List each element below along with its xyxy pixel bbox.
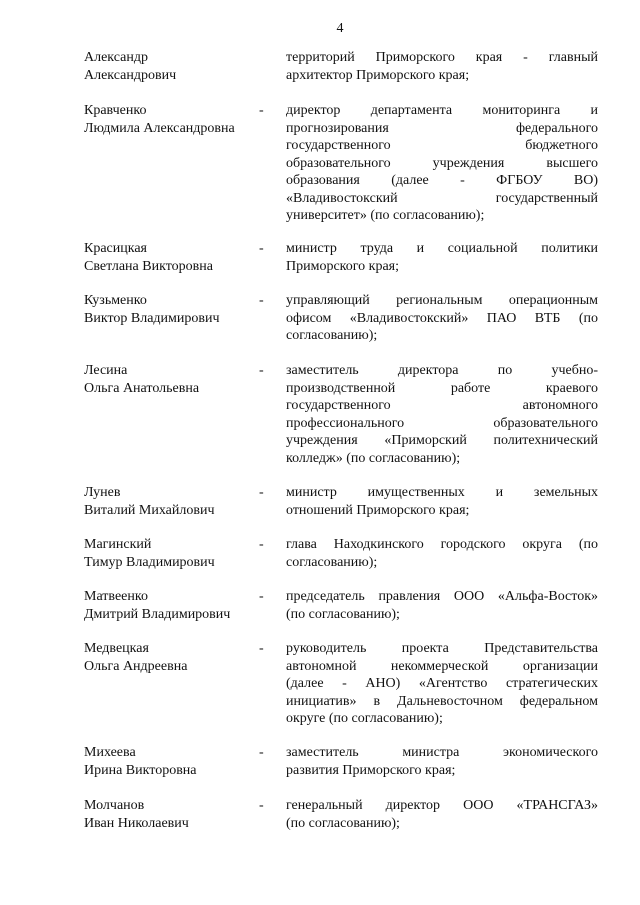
position-line: «Владивостокский государственный (286, 190, 598, 206)
member-given-names: Александрович (84, 67, 177, 83)
position-line: государственного автономного (286, 398, 598, 413)
position-line: учреждения «Приморский политехнический (286, 433, 598, 448)
separator-dash: - (259, 363, 264, 378)
member-name (84, 536, 264, 571)
position-line: автономной некоммерческой организации (286, 658, 598, 674)
separator-dash: - (259, 745, 264, 760)
member-surname: Магинский (84, 537, 152, 552)
member-position (286, 484, 598, 519)
position-line: (далее - АНО) «Агентство стратегических (286, 676, 598, 691)
member-position (286, 240, 598, 275)
member-position (286, 536, 598, 571)
member-position (286, 640, 598, 728)
member-position (286, 102, 598, 225)
position-line: заместитель министра экономического (286, 745, 598, 760)
position-line: инициатив» в Дальневосточном федеральном (286, 693, 598, 709)
separator-dash: - (259, 641, 264, 656)
position-line: министр имущественных и земельных (286, 485, 598, 500)
position-line: согласованию); (286, 554, 378, 570)
member-surname: Матвеенко (84, 589, 148, 604)
member-name (84, 292, 264, 327)
position-line: университет» (по согласованию); (286, 208, 485, 223)
position-line: округе (по согласованию); (286, 711, 443, 726)
member-given-names: Ирина Викторовна (84, 762, 197, 778)
member-given-names: Дмитрий Владимирович (84, 606, 231, 622)
position-line: образования (далее - ФГБОУ ВО) (286, 173, 598, 188)
position-line: отношений Приморского края; (286, 502, 470, 518)
position-line: производственной работе краевого (286, 380, 598, 396)
member-name (84, 240, 264, 275)
position-line: глава Находкинского городского округа (по (286, 537, 598, 552)
member-given-names: Виталий Михайлович (84, 502, 215, 518)
member-surname: Красицкая (84, 241, 147, 256)
separator-dash: - (259, 537, 264, 552)
member-name (84, 362, 264, 397)
member-surname: Лунев (84, 485, 121, 500)
position-line: развития Приморского края; (286, 762, 456, 778)
position-line: Приморского края; (286, 258, 400, 274)
member-name (84, 484, 264, 519)
member-name (84, 744, 264, 779)
separator-dash: - (259, 241, 264, 256)
separator-dash: - (259, 798, 264, 813)
separator-dash: - (259, 589, 264, 604)
member-position (286, 292, 598, 345)
member-surname: Медвецкая (84, 641, 149, 656)
member-position (286, 588, 598, 623)
member-name (84, 640, 264, 675)
position-line: (по согласованию); (286, 606, 400, 622)
position-line: территорий Приморского края - главный (286, 50, 598, 65)
member-position (286, 797, 598, 832)
member-surname: Михеева (84, 745, 136, 760)
member-given-names: Светлана Викторовна (84, 258, 213, 274)
member-name (84, 49, 264, 84)
member-name (84, 588, 264, 623)
member-given-names: Тимур Владимирович (84, 554, 215, 570)
member-name (84, 797, 264, 832)
position-line: офисом «Владивостокский» ПАО ВТБ (по (286, 310, 598, 326)
position-line: заместитель директора по учебно- (286, 363, 598, 378)
separator-dash: - (259, 293, 264, 308)
member-given-names: Ольга Андреевна (84, 658, 188, 674)
position-line: председатель правления ООО «Альфа-Восток» (286, 589, 598, 604)
page-number: 4 (336, 21, 344, 36)
position-line: образовательного учреждения высшего (286, 155, 598, 171)
member-name (84, 102, 264, 137)
member-surname: Кузьменко (84, 293, 147, 308)
member-surname: Кравченко (84, 103, 147, 118)
position-line: руководитель проекта Представительства (286, 641, 598, 656)
position-line: министр труда и социальной политики (286, 241, 598, 256)
position-line: генеральный директор ООО «ТРАНСГАЗ» (286, 798, 598, 813)
position-line: прогнозирования федерального (286, 120, 598, 136)
separator-dash: - (259, 103, 264, 118)
position-line: профессионального образовательного (286, 415, 598, 431)
member-given-names: Виктор Владимирович (84, 310, 220, 326)
position-line: государственного бюджетного (286, 138, 598, 153)
separator-dash: - (259, 485, 264, 500)
member-given-names: Людмила Александровна (84, 120, 235, 136)
member-surname: Лесина (84, 363, 128, 378)
member-position (286, 49, 598, 84)
position-line: архитектор Приморского края; (286, 67, 470, 83)
member-surname: Молчанов (84, 798, 145, 813)
position-line: директор департамента мониторинга и (286, 103, 598, 118)
member-position (286, 362, 598, 467)
position-line: согласованию); (286, 328, 378, 343)
member-position (286, 744, 598, 779)
position-line: (по согласованию); (286, 815, 400, 831)
member-given-names: Иван Николаевич (84, 815, 189, 831)
member-surname: Александр (84, 50, 148, 65)
position-line: управляющий региональным операционным (286, 293, 598, 308)
position-line: колледж» (по согласованию); (286, 450, 461, 466)
member-given-names: Ольга Анатольевна (84, 380, 200, 396)
